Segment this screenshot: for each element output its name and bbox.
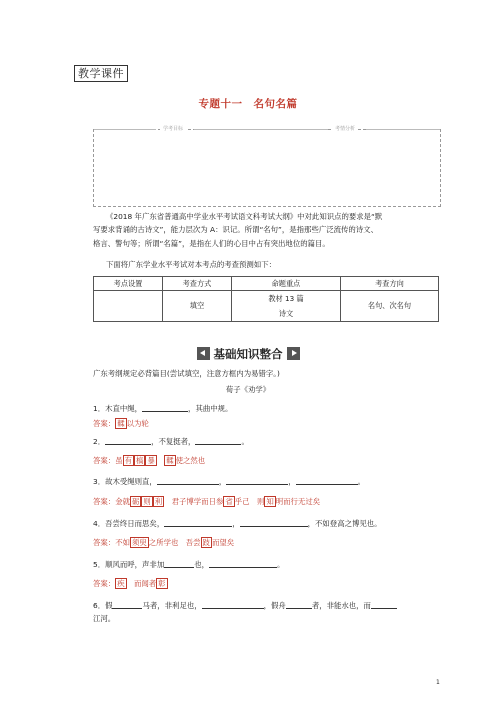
error-prone-char-box: 利: [154, 497, 163, 506]
banner-text: 基础知识整合: [213, 347, 283, 361]
answer-4: [93, 538, 443, 548]
answer-blank: [296, 476, 358, 485]
answer-text: 而望矣: [211, 538, 235, 547]
answer-text: 而闻者: [126, 579, 157, 588]
answer-label: 答案：: [93, 538, 116, 547]
error-prone-char-box: 暴: [147, 456, 155, 465]
frame-divider: [194, 129, 328, 130]
answer-blank: [202, 600, 264, 609]
question-6: [93, 600, 443, 611]
answer-blank: [164, 559, 194, 568]
answer-blank: [240, 518, 308, 527]
error-prone-char-box: 须臾: [131, 538, 147, 547]
answer-label: 答案：: [93, 419, 116, 428]
section-banner: [0, 346, 496, 362]
answer-text: 之所学也 吾尝: [148, 538, 201, 547]
answer-blank: [164, 518, 232, 527]
error-prone-char-box: 知: [266, 497, 274, 506]
answer-text: 明而行无过矣: [275, 497, 321, 506]
answer-2: [93, 456, 443, 466]
table-cell: [232, 291, 341, 322]
question-text: 5．顺风而呼，声非加: [93, 560, 165, 569]
question-4: [93, 518, 443, 529]
question-2: [93, 436, 443, 447]
page-number: 1: [436, 679, 440, 686]
question-6-continued: 江河。: [93, 614, 116, 623]
question-text: 。: [241, 437, 249, 446]
question-text: 。: [277, 560, 285, 569]
error-prone-char-box: 輮: [166, 456, 174, 465]
question-text: 。: [357, 477, 366, 486]
intro-line: 写要求背诵的古诗文”，能力层次为 A：识记。所谓“名句”，是指那些广泛流传的诗文、: [93, 225, 378, 234]
question-text: 3．故木受绳则直，: [93, 477, 157, 486]
error-prone-char-box: 槁: [136, 456, 144, 465]
courseware-tag: 教学课件: [74, 65, 128, 82]
table-header: 考点设置: [94, 277, 163, 291]
table-header: 考查方式: [163, 277, 232, 291]
intro-line: 《2018 年广东省普通高中学业水平考试语文科考试大纲》中对此知识点的要求是“默: [106, 212, 383, 221]
answer-5: [93, 579, 443, 589]
table-cell-line: 诗文: [278, 308, 294, 318]
answer-blank: [195, 436, 241, 445]
answer-text: 以为轮: [126, 419, 149, 428]
table-cell: 填空: [163, 291, 232, 322]
answer-label: 答案：: [93, 456, 116, 465]
error-prone-char-box: 省: [225, 497, 233, 506]
answer-label: 答案：: [93, 497, 116, 506]
poem-title: 荀子《劝学》: [225, 385, 271, 394]
question-text: 马者，非利足也，: [142, 601, 202, 610]
answer-blank: [286, 600, 312, 609]
answer-blank: [112, 600, 142, 609]
question-text: 4．吾尝终日而思矣，: [93, 519, 165, 528]
question-3: [93, 476, 443, 487]
answer-text: 虽: [115, 456, 123, 465]
question-text: 6．假: [93, 601, 113, 610]
error-prone-char-box: 疾: [117, 579, 125, 588]
table-cell: 名句、次名句: [341, 291, 439, 322]
question-5: [93, 559, 443, 570]
table-header: 考查方向: [341, 277, 439, 291]
question-text: ，: [288, 477, 296, 486]
table-cell: [94, 291, 163, 322]
answer-blank: [371, 600, 397, 609]
error-prone-char-box: 輮: [117, 419, 125, 428]
table-header: 命题重点: [232, 277, 341, 291]
answer-blank: [157, 476, 219, 485]
question-text: ，: [232, 519, 240, 528]
answer-blank: [142, 403, 188, 412]
question-text: 也，: [194, 560, 210, 569]
triangle-right-icon: [287, 347, 300, 360]
instruction-note: 广东考纲规定必背篇目(尝试填空，注意方框内为易错字。): [93, 369, 280, 378]
answer-text: 使之然也: [175, 456, 206, 465]
answer-label: 答案：: [93, 579, 116, 588]
frame-tab-objectives: 学考目标: [160, 124, 186, 134]
question-text: 者，非能水也，而: [311, 601, 371, 610]
frame-divider: [366, 129, 440, 130]
objectives-frame: [93, 126, 441, 207]
answer-text: 君子博学而日参: [171, 497, 224, 506]
frame-tab-analysis: 考情分析: [332, 124, 358, 134]
question-text: 1．木直中绳，: [93, 404, 143, 413]
intro-line: 下面将广东学业水平考试对本考点的考查预测如下：: [106, 260, 276, 269]
question-text: 2．: [93, 437, 106, 446]
table-cell-line: 教材 13 篇: [268, 293, 304, 303]
frame-divider: [94, 129, 156, 130]
answer-blank: [209, 559, 277, 568]
exam-table: [93, 276, 439, 322]
error-prone-char-box: 则: [143, 497, 151, 506]
intro-line: 格言、警句等；所谓“名篇”，是指在人们的心目中占有突出地位的篇目。: [93, 239, 330, 248]
error-prone-char-box: 砺: [131, 497, 140, 506]
question-text: ，假舟: [263, 601, 286, 610]
question-1: [93, 403, 443, 414]
answer-text: 金就: [115, 497, 130, 506]
question-text: ，其曲中规。: [188, 404, 233, 413]
error-prone-char-box: 有: [124, 456, 132, 465]
error-prone-char-box: 彰: [158, 579, 166, 588]
answer-text: 不如: [115, 538, 130, 547]
answer-blank: [226, 476, 288, 485]
answer-text: 乎己 则: [234, 497, 265, 506]
answer-1: [93, 419, 443, 429]
question-text: ，: [218, 477, 227, 486]
error-prone-char-box: 跂: [202, 538, 210, 547]
question-text: ，不如登高之博见也。: [307, 519, 382, 528]
question-text: ，不复挺者，: [151, 437, 196, 446]
answer-3: [93, 497, 443, 507]
page-title: 专题十一 名句名篇: [198, 98, 298, 110]
answer-blank: [105, 436, 151, 445]
triangle-left-icon: [197, 347, 210, 360]
